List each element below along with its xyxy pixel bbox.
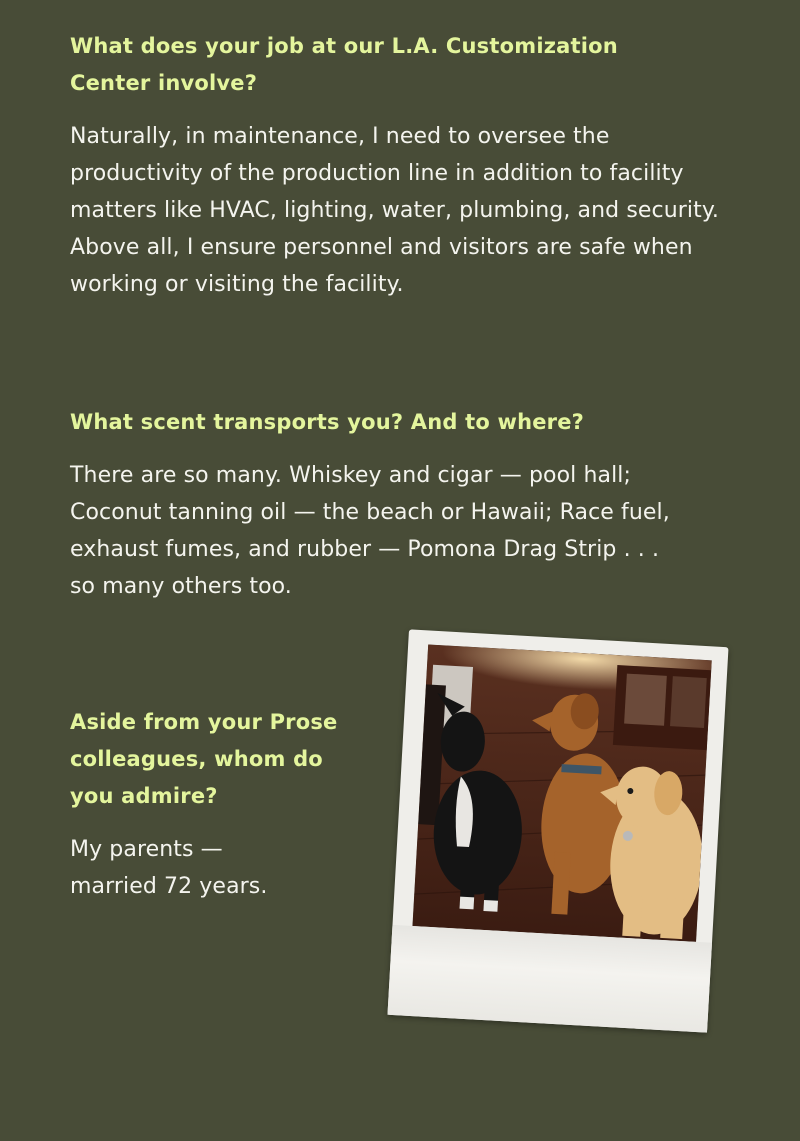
polaroid-caption-area — [387, 925, 712, 1033]
qa-section-admire — [70, 704, 360, 905]
qa-section-job — [70, 28, 730, 303]
answer-text: My parents — married 72 years. — [70, 837, 268, 899]
question-heading: Aside from your Prose colleagues, whom do you admire? — [70, 710, 338, 808]
polaroid-photo-frame — [387, 629, 728, 1032]
question-heading: What does your job at our L.A. Customization Center involve? — [70, 34, 618, 95]
dogs-photo — [412, 644, 711, 941]
answer-text: There are so many. Whiskey and cigar — pool hall; Coconut tanning oil — the beach or Hawaii; Race fuel, exhaust fumes, and rubber — Pomona Drag Strip . . . so many others too. — [70, 463, 670, 599]
answer-text: Naturally, in maintenance, I need to oversee the productivity of the production line in addition to facility matters like HVAC, lighting, water, plumbing, and security. Above all, I ensure personnel and visitors are safe when working or visiting the facility. — [70, 124, 719, 297]
question-heading: What scent transports you? And to where? — [70, 410, 585, 434]
qa-section-scent — [70, 404, 710, 605]
